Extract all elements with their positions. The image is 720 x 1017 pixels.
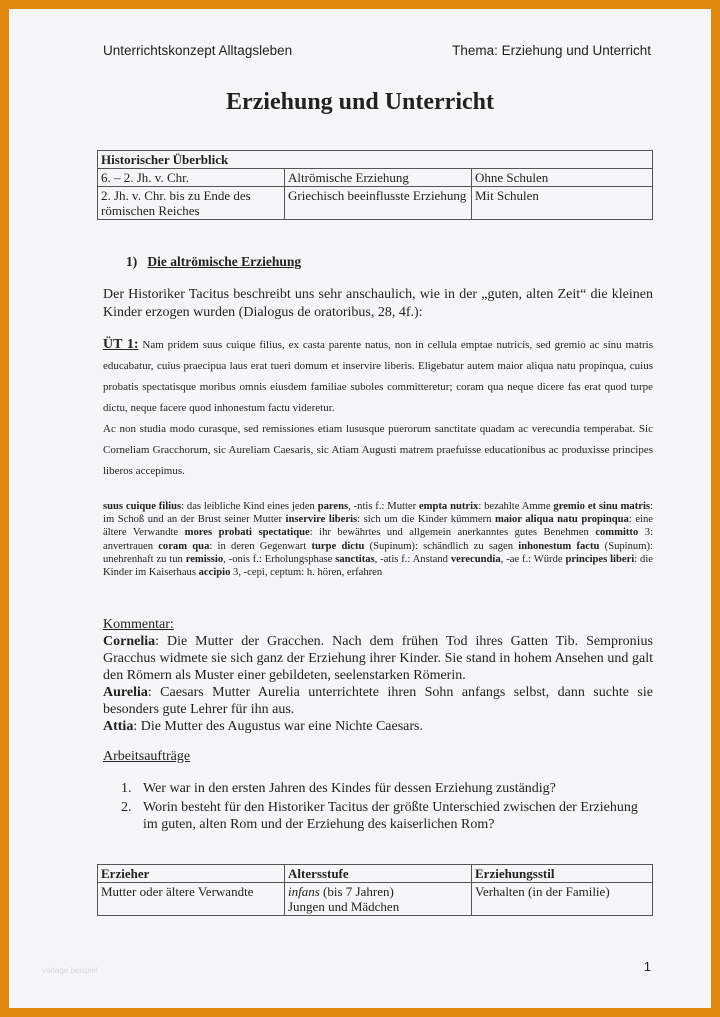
age-group: Jungen und Mädchen (288, 899, 400, 914)
commentary-text: : Die Mutter der Gracchen. Nach dem frühen Tod ihres Gatten Tib. Sempronius Gracchus widmete sie sich ganz der Erziehung ihrer Kinder. Sie stand in hohem Ansehen und galt den Römern als Muster einer gebildeten, seelenstarken Römerin. (103, 634, 653, 683)
header-left: Unterrichtskonzept Alltagsleben (103, 43, 293, 58)
vocab-term: inhonestum factu (518, 540, 600, 552)
task-number: 1. (121, 781, 132, 796)
vocab-definition: : im Schoß und an der Brust seiner Mutter (103, 501, 653, 526)
educator-table (97, 864, 653, 916)
table-row (98, 169, 653, 187)
commentary-heading: Kommentar: (103, 617, 174, 632)
vocab-definition: : das leibliche Kind eines jeden (181, 501, 315, 512)
list-item (121, 780, 653, 797)
commentary (103, 616, 653, 735)
latin-paragraph-2: Ac non studia modo curasque, sed remissiones etiam lususque puerorum sanctitate quadam ac verecundia temperabat. Sic Corneliam Gracchorum, sic Aureliam Caesaris, sic Atiam Augusti matrem praefuisse educationibus ac produxisse principes liberos accepimus. (103, 423, 653, 477)
vocab-term: sanctitas (335, 553, 375, 565)
vocab-term: inservire liberis (285, 514, 358, 526)
commentary-text: : Die Mutter des Augustus war eine Nichte Caesars. (133, 719, 423, 734)
vocab-definition: , -ae f.: Würde (500, 553, 563, 565)
table-cell: 2. Jh. v. Chr. bis zu Ende des römischen Reiches (98, 187, 285, 220)
vocab-term: committo (595, 527, 639, 539)
vocab-term: turpe dictu (311, 540, 365, 552)
vocab-definition: : eine ältere Verwandte (103, 514, 653, 539)
table-cell: Griechisch beeinflusste Erziehung (285, 187, 472, 220)
task-text: Worin besteht für den Historiker Tacitus der größte Unterschied zwischen der Erziehung im guten, alten Rom und der Erziehung des kaiserlichen Rom? (143, 800, 638, 832)
vocab-term: coram qua (158, 540, 210, 552)
table-cell (285, 883, 472, 916)
age-term: infans (288, 884, 320, 899)
vocab-definition: , -ntis f.: Mutter (348, 501, 417, 512)
commentary-item (103, 718, 653, 735)
watermark: vorlage.beispiel (42, 966, 98, 975)
vocabulary-list (103, 500, 653, 579)
section-number: 1) (126, 254, 138, 269)
vocab-term: empta nutrix (418, 501, 479, 512)
commentary-name: Cornelia (103, 634, 156, 649)
column-header: Altersstufe (285, 865, 472, 883)
vocab-term: principes liberi (565, 553, 635, 565)
commentary-name: Attia (103, 719, 134, 734)
vocab-term: parens (317, 501, 349, 512)
vocab-definition: 3: anvertrauen (103, 527, 654, 552)
age-range: (bis 7 Jahren) (319, 884, 394, 899)
vocab-term: mores probati spectatique (184, 527, 310, 539)
vocab-definition: : ihr bewährtes und allgemein anerkanntes gutes Benehmen (309, 527, 589, 539)
column-header: Erzieher (98, 865, 285, 883)
header-right: Thema: Erziehung und Unterricht (452, 43, 651, 58)
vocab-definition: (Supinum): unehrenhaft zu tun (103, 540, 653, 565)
vocab-definition: : in deren Gegenwart (209, 540, 307, 552)
page-number: 1 (643, 959, 651, 974)
translation-label: ÜT 1: (103, 337, 139, 352)
vocab-definition: , -onis f.: Erholungsphase (223, 553, 333, 565)
tasks-list (121, 780, 653, 835)
commentary-item (103, 633, 653, 684)
section-title: Die altrömische Erziehung (147, 254, 302, 269)
vocab-definition: , -atis f.: Anstand (374, 553, 448, 565)
commentary-item (103, 684, 653, 718)
table-cell: 6. – 2. Jh. v. Chr. (98, 169, 285, 187)
list-item (121, 799, 653, 833)
tasks-heading: Arbeitsaufträge (103, 749, 191, 764)
vocab-definition: (Supinum): schändlich zu sagen (364, 540, 514, 552)
vocab-term: gremio et sinu matris (553, 501, 651, 512)
table-cell: Mutter oder ältere Verwandte (98, 883, 285, 916)
overview-table-heading-row (98, 151, 653, 169)
table-cell: Mit Schulen (472, 187, 653, 220)
task-number: 2. (121, 800, 132, 815)
overview-table (97, 150, 653, 220)
vocab-definition: 3, -cepi, ceptum: h. hören, erfahren (230, 567, 383, 579)
educator-table-header-row (98, 865, 653, 883)
intro-paragraph: Der Historiker Tacitus beschreibt uns sehr anschaulich, wie in der „guten, alten Zeit“ die kleinen Kinder erzogen wurden (Dialogus de oratoribus, 28, 4f.): (103, 287, 653, 320)
task-text: Wer war in den ersten Jahren des Kindes für dessen Erziehung zuständig? (143, 781, 556, 796)
table-cell: Ohne Schulen (472, 169, 653, 187)
table-cell: Altrömische Erziehung (285, 169, 472, 187)
vocab-definition: : sich um die Kinder kümmern (357, 514, 492, 526)
column-header: Erziehungsstil (472, 865, 653, 883)
vocab-term: maior aliqua natu propinqua (494, 514, 629, 526)
commentary-text: : Caesars Mutter Aurelia unterrichtete ihren Sohn anfangs selbst, dann suchte sie besonders gute Lehrer für ihn aus. (103, 685, 653, 717)
vocab-definition: : die Kinder im Kaiserhaus (103, 553, 653, 579)
overview-table-heading: Historischer Überblick (98, 151, 653, 169)
vocab-definition: : bezahlte Amme (478, 501, 551, 512)
table-cell: Verhalten (in der Familie) (472, 883, 653, 916)
page-title: Erziehung und Unterricht (225, 89, 494, 115)
table-row (98, 187, 653, 220)
latin-paragraph-1: Nam pridem suus cuique filius, ex casta parente natus, non in cellula emptae nutricis, sed gremio ac sinu matris educabatur, cuius praecipua laus erat tueri domum et inservire liberis. Eligebatur autem maior aliqua natu propinqua, cuius probatis spectatisque moribus omnis eiusdem familiae suboles committeretur; coram qua neque dicere fas erat quod turpe dictu, neque facere quod inhonestum factu videretur. (103, 339, 654, 414)
table-row (98, 883, 653, 916)
commentary-name: Aurelia (103, 685, 148, 700)
vocab-term: remissio (185, 553, 224, 565)
vocab-term: verecundia (450, 553, 501, 565)
latin-text (103, 334, 653, 482)
document-page (9, 9, 711, 1008)
vocab-term: suus cuique filius (103, 501, 182, 512)
vocab-term: accipio (198, 567, 231, 579)
section-heading (126, 254, 301, 270)
